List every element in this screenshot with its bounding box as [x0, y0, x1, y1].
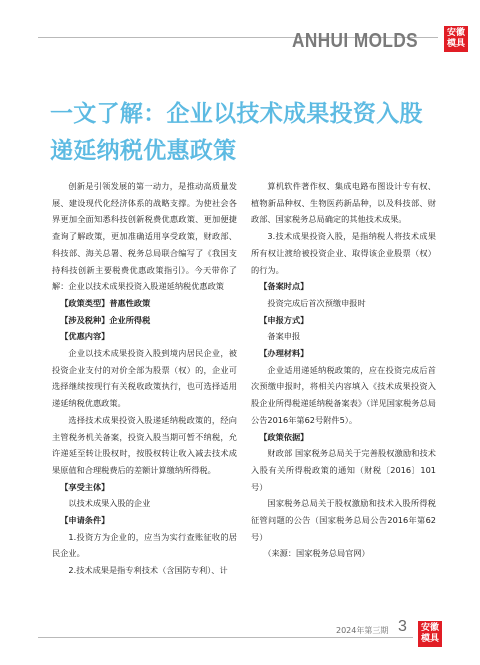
paragraph: 1.投资方为企业的，应当为实行查账征收的居民企业。 [52, 531, 237, 559]
section-heading: 【备案时点】 [259, 281, 309, 292]
title-line: 一文了解：企业以技术成果投资入股 [50, 101, 423, 127]
badge-line: 模具 [420, 634, 439, 644]
badge-line: 安徽 [420, 623, 439, 633]
left-column [52, 178, 237, 579]
magazine-badge [444, 26, 468, 52]
badge-line: 模具 [446, 39, 465, 49]
section-heading: 【优惠内容】 [60, 331, 110, 342]
section-heading: 【政策类型】普惠性政策 [60, 297, 151, 308]
paragraph: 3.技术成果投资入股，是指纳税人将技术成果所有权让渡给被投资企业、取得该企业股票（权）的行为。 [251, 231, 436, 275]
paragraph: 算机软件著作权、集成电路布图设计专有权、植物新品种权、生物医药新品种，以及科技部、财政部、国家税务总局确定的其他技术成果。 [251, 181, 436, 225]
paragraph: 企业以技术成果投资入股到境内居民企业，被投资企业支付的对价全部为股票（权）的，企业可选择继续按现行有关税收政策执行，也可选择适用递延纳税优惠政策。 [52, 348, 237, 409]
footer-rule [38, 637, 413, 638]
paragraph: 选择技术成果投资入股递延纳税政策的，经向主管税务机关备案，投资入股当期可暂不纳税，允许递延至转让股权时，按股权转让收入减去技术成果原值和合理税费后的差额计算缴纳所得税。 [52, 414, 237, 475]
badge-line: 安徽 [446, 28, 465, 38]
section-heading: 【享受主体】 [60, 481, 110, 492]
paragraph: 创新是引领发展的第一动力，是推动高质量发展、建设现代化经济体系的战略支撑。为使社会各界更加全面知悉科技创新税费优惠政策、更加便捷查询了解政策，更加准确适用享受政策，财政部、科技部、海关总署、税务总局联合编写了《我国支持科技创新主要税费优惠政策指引》。今天带你了解：企业以技术成果投资入股递延纳税优惠政策 [52, 181, 237, 292]
paragraph: 投资完成后首次预缴申报时 [267, 297, 366, 308]
magazine-badge-footer [418, 621, 442, 647]
paragraph: 企业适用递延纳税政策的，应在投资完成后首次预缴申报时，将相关内容填入《技术成果投资入股企业所得税递延纳税备案表》（详见国家税务总局公告2016年第62号附件5）。 [251, 364, 436, 425]
section-heading: 【办理材料】 [259, 348, 309, 359]
magazine-logo: ANHUI MOLDS [292, 30, 419, 52]
source-note: （来源：国家税务总局官网） [263, 548, 370, 559]
section-heading: 【申请条件】 [60, 515, 110, 526]
page-number: 3 [398, 618, 407, 635]
paragraph: 财政部 国家税务总局关于完善股权激励和技术入股有关所得税政策的通知（财税〔2016〕101号） [251, 448, 436, 492]
section-heading: 【政策依据】 [259, 431, 309, 442]
article-title [50, 96, 430, 170]
title-line: 递延纳税优惠政策 [50, 138, 237, 164]
paragraph: 2.技术成果是指专利技术（含国防专利）、计 [68, 565, 228, 576]
right-column [251, 178, 436, 562]
section-heading: 【涉及税种】企业所得税 [60, 314, 151, 325]
paragraph: 备案申报 [267, 331, 301, 342]
paragraph: 以技术成果入股的企业 [68, 498, 151, 509]
issue-label: 2024年第三期 [336, 626, 389, 635]
section-heading: 【申报方式】 [259, 314, 309, 325]
paragraph: 国家税务总局关于股权激励和技术入股所得税征管问题的公告（国家税务总局公告2016年第62号） [251, 498, 436, 542]
